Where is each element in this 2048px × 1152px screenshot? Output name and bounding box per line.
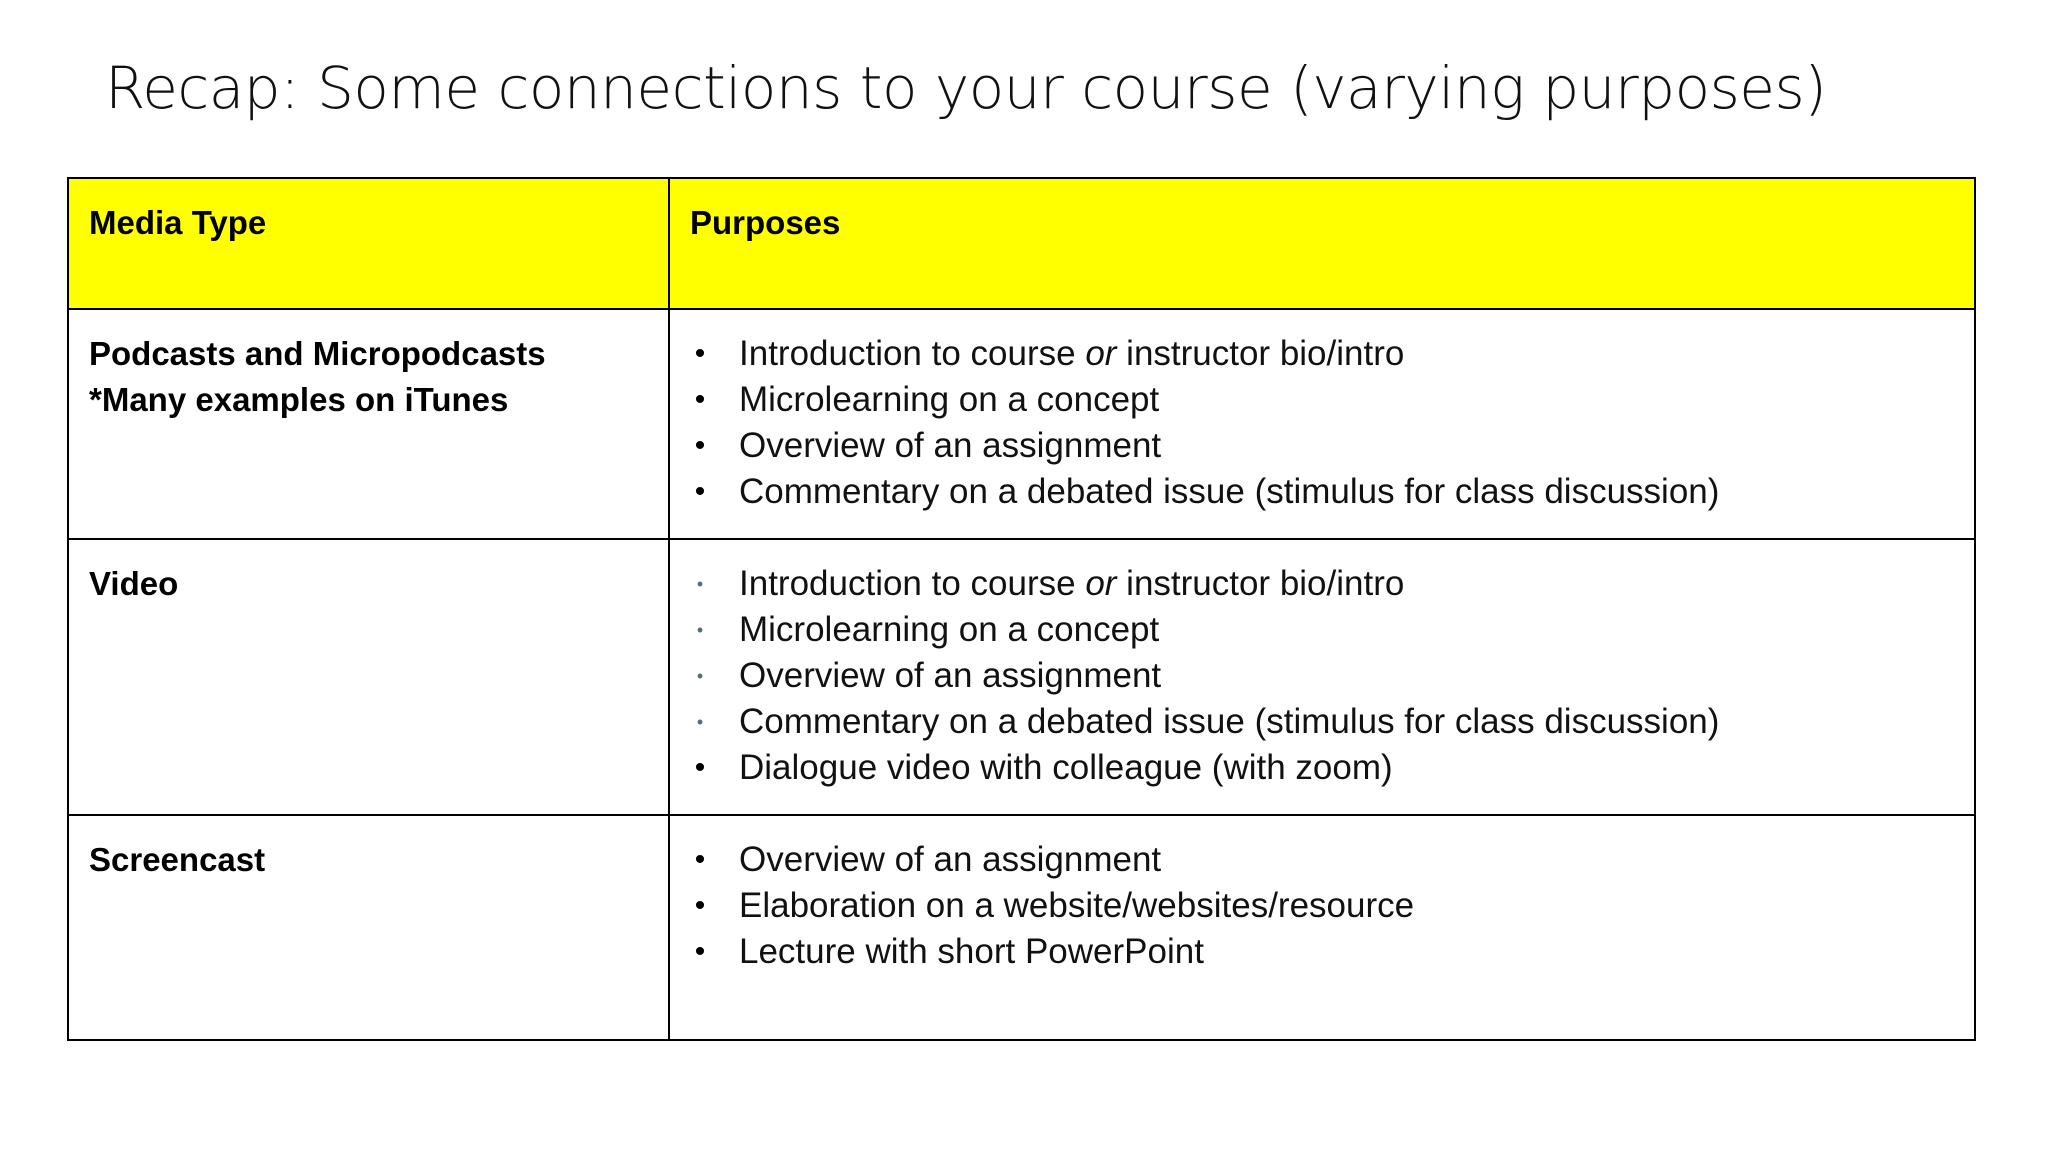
purpose-text: Commentary on a debated issue (stimulus for class discussion) [739, 702, 1720, 741]
bullet-icon: • [696, 620, 704, 640]
bullet-icon: • [694, 843, 706, 876]
bullet-icon: • [694, 337, 706, 370]
bullet-icon: • [694, 429, 706, 462]
purposes-cell [669, 309, 1975, 539]
bullet-icon: • [694, 383, 706, 416]
media-type-label: Video [89, 565, 179, 602]
purposes-list [690, 837, 1954, 975]
purpose-text: Overview of an assignment [739, 656, 1162, 695]
list-item [690, 469, 1954, 515]
purpose-text: Introduction to course [739, 564, 1086, 603]
bullet-icon: • [694, 475, 706, 508]
media-purposes-table [67, 177, 1976, 1041]
bullet-icon: • [696, 712, 704, 732]
table-row-screencast [68, 815, 1975, 1040]
purpose-text: Introduction to course [739, 334, 1086, 373]
list-item [690, 745, 1954, 791]
list-item [690, 607, 1954, 653]
slide-title: Recap: Some connections to your course (varying purposes) [105, 54, 1827, 122]
media-type-label: Podcasts and Micropodcasts [89, 335, 546, 372]
purpose-text: Elaboration on a website/websites/resource [739, 886, 1415, 925]
list-item [690, 653, 1954, 699]
bullet-icon: • [694, 935, 706, 968]
purposes-list [690, 561, 1954, 791]
media-type-cell [68, 539, 669, 815]
media-type-cell [68, 815, 669, 1040]
bullet-icon: • [696, 574, 704, 594]
list-item [690, 561, 1954, 607]
media-type-cell [68, 309, 669, 539]
bullet-icon: • [696, 666, 704, 686]
purpose-text: Dialogue video with colleague (with zoom) [739, 748, 1393, 787]
bullet-icon: • [694, 889, 706, 922]
list-item [690, 699, 1954, 745]
list-item [690, 377, 1954, 423]
purpose-text: Lecture with short PowerPoint [739, 932, 1204, 971]
purpose-text: Microlearning on a concept [739, 380, 1160, 419]
header-media-type: Media Type [68, 178, 669, 309]
table-row-video [68, 539, 1975, 815]
list-item [690, 929, 1954, 975]
purpose-emphasis: or [1085, 564, 1117, 603]
purposes-cell [669, 539, 1975, 815]
list-item [690, 331, 1954, 377]
purpose-text: instructor bio/intro [1116, 564, 1405, 603]
list-item [690, 883, 1954, 929]
purpose-text: instructor bio/intro [1116, 334, 1405, 373]
purpose-text: Overview of an assignment [739, 426, 1162, 465]
table-row-podcasts [68, 309, 1975, 539]
media-type-label: Screencast [89, 841, 266, 878]
table-header-row [68, 178, 1975, 309]
media-type-note: *Many examples on iTunes [89, 381, 509, 418]
header-purposes: Purposes [669, 178, 1975, 309]
purposes-list [690, 331, 1954, 515]
purpose-text: Microlearning on a concept [739, 610, 1160, 649]
bullet-icon: • [694, 751, 706, 784]
purposes-cell [669, 815, 1975, 1040]
purpose-emphasis: or [1085, 334, 1117, 373]
list-item [690, 423, 1954, 469]
purpose-text: Overview of an assignment [739, 840, 1162, 879]
purpose-text: Commentary on a debated issue (stimulus for class discussion) [739, 472, 1720, 511]
list-item [690, 837, 1954, 883]
